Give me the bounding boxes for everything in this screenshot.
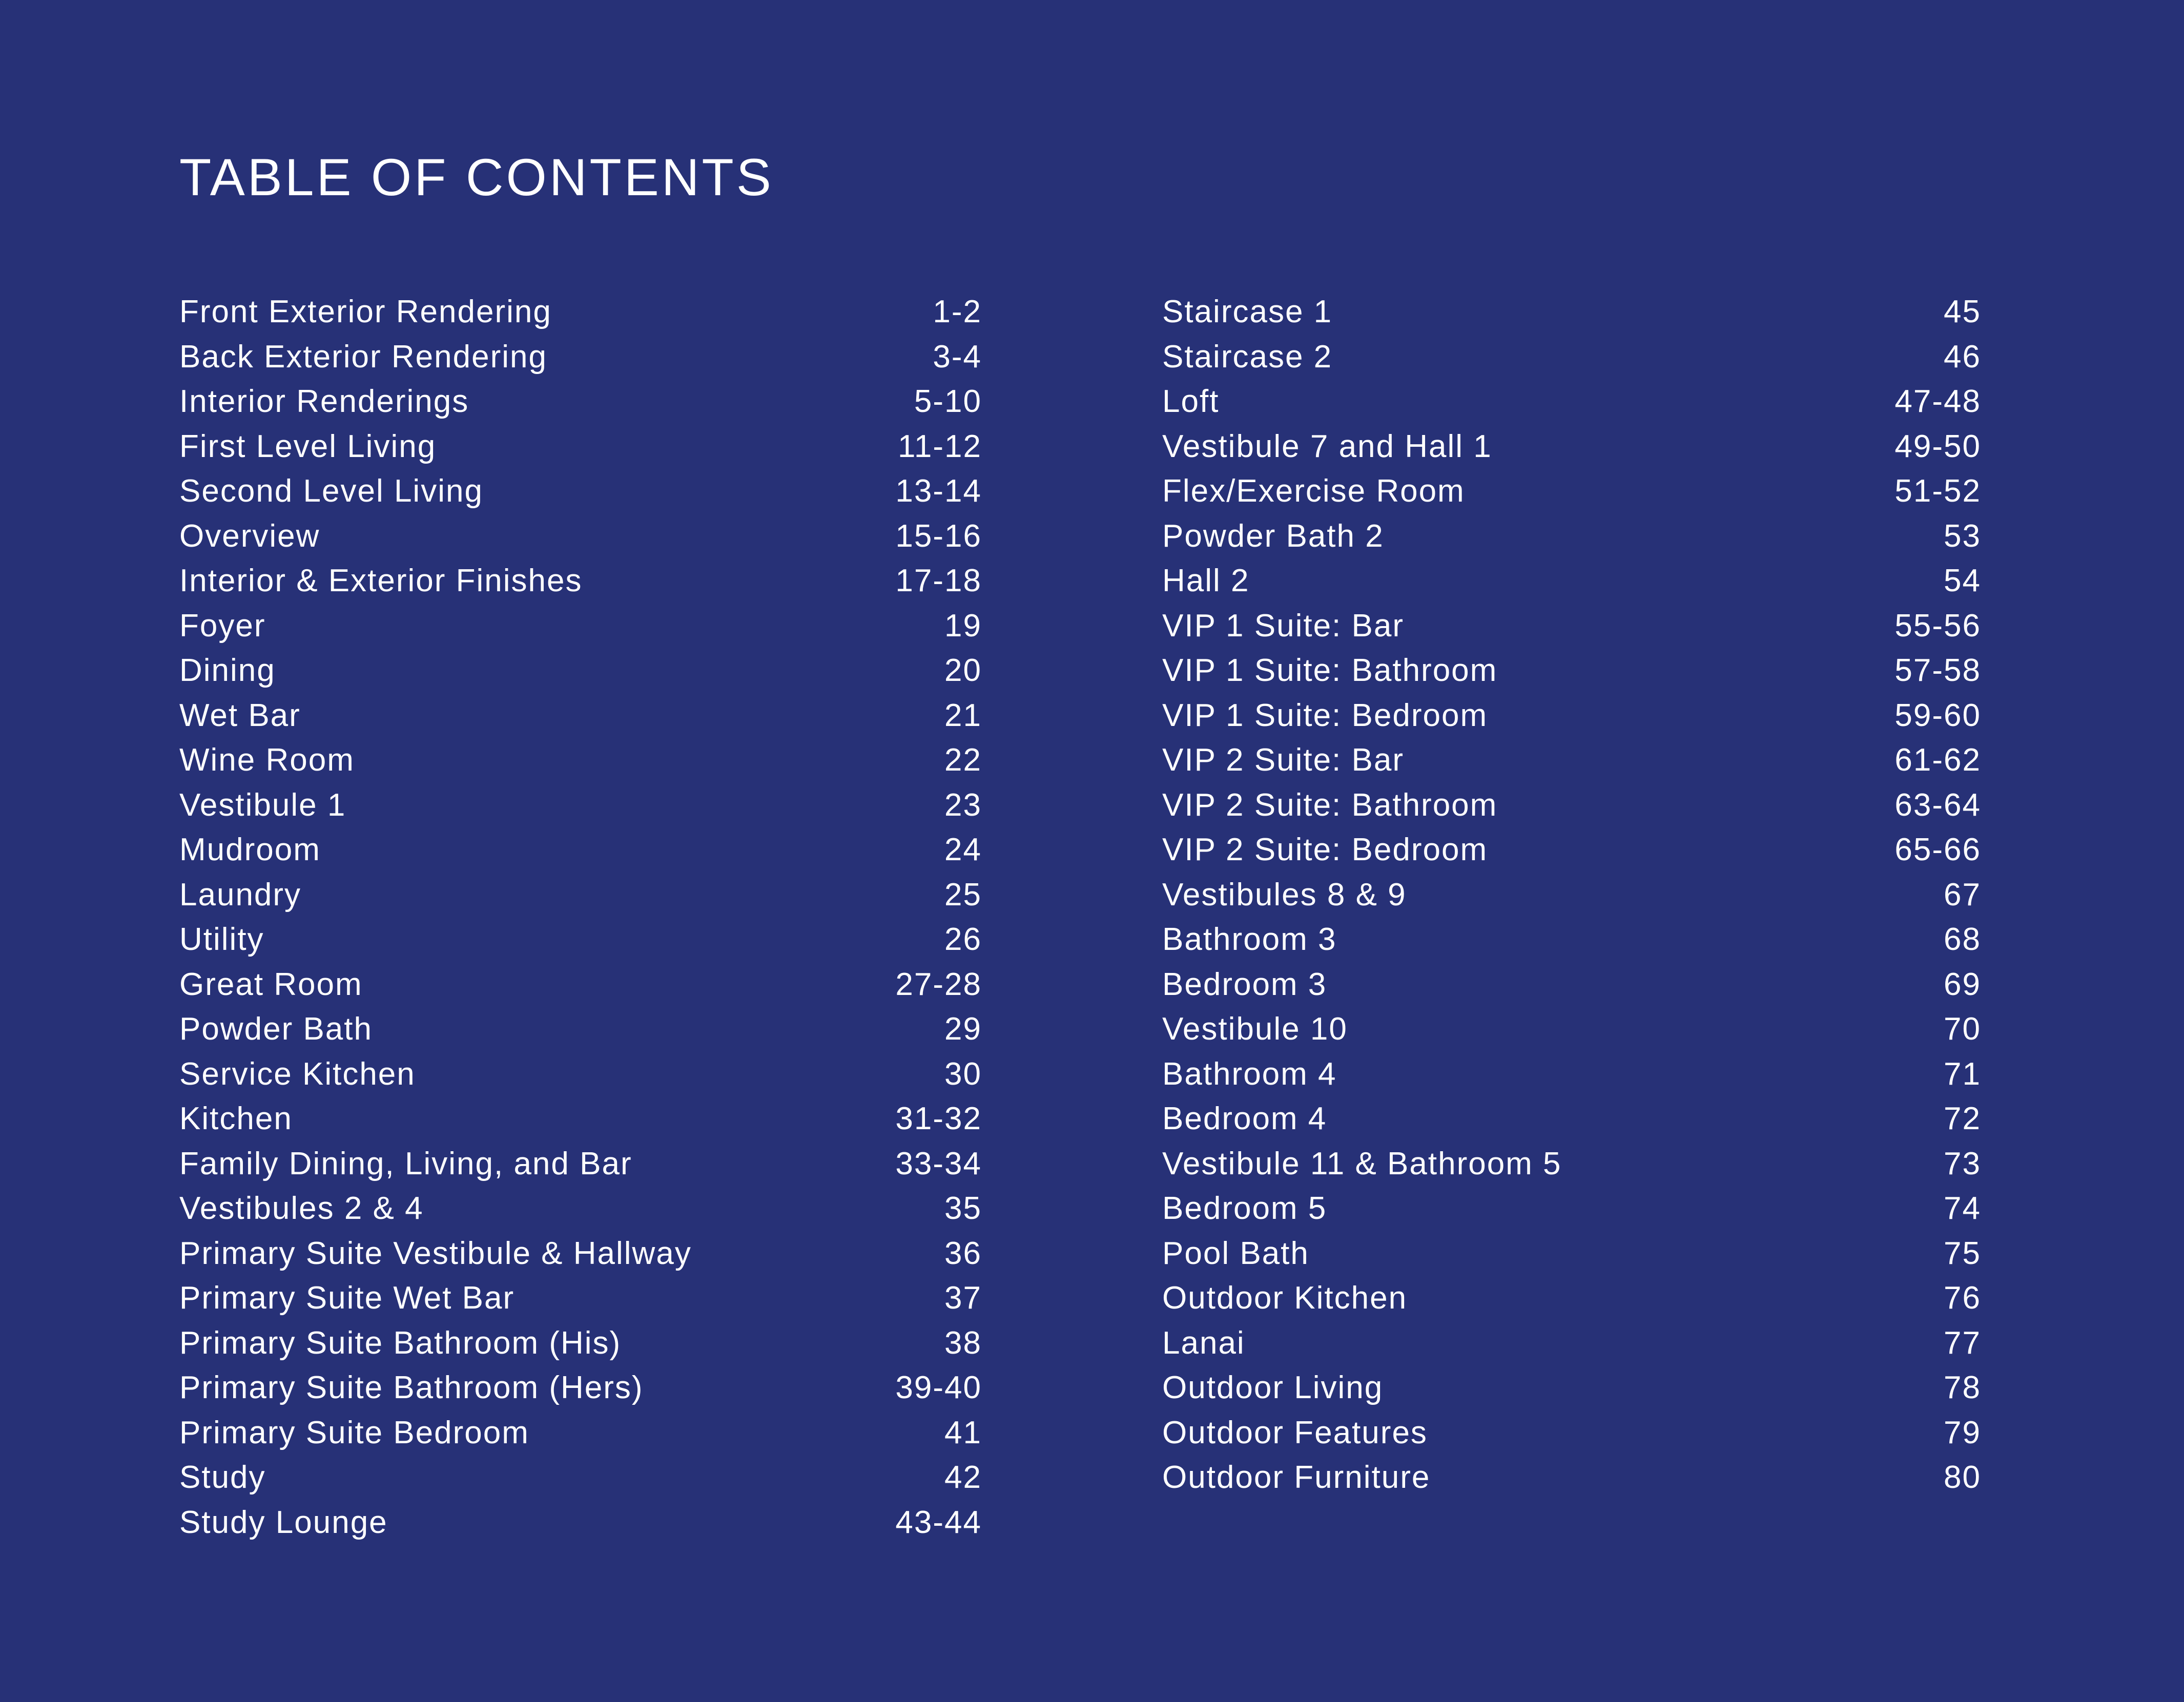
toc-entry-label: Vestibule 10 [1162,1011,1348,1047]
toc-entry-page-number: 23 [944,787,982,823]
toc-entry-page-number: 24 [944,832,982,867]
toc-entry-page-number: 65-66 [1894,832,1981,867]
toc-entry [179,1096,982,1141]
toc-entry [1162,604,1981,649]
toc-entry-page-number: 51-52 [1894,473,1981,509]
toc-entry-label: Primary Suite Wet Bar [179,1280,515,1316]
toc-entry-page-number: 46 [1944,339,1981,375]
toc-entry [179,827,982,873]
toc-entry-label: Loft [1162,384,1220,419]
toc-entry [1162,289,1981,335]
toc-entry-label: VIP 1 Suite: Bathroom [1162,653,1498,688]
toc-entry-page-number: 57-58 [1894,653,1981,688]
toc-entry-page-number: 73 [1944,1146,1981,1181]
toc-entry [1162,1096,1981,1141]
toc-entry-label: Overview [179,518,320,554]
toc-entry-page-number: 38 [944,1325,982,1361]
toc-entry-page-number: 68 [1944,922,1981,957]
toc-entry-label: Bedroom 4 [1162,1101,1327,1136]
toc-entry-label: Wine Room [179,742,355,778]
toc-entry-label: Primary Suite Vestibule & Hallway [179,1235,692,1271]
toc-entry [179,1321,982,1366]
toc-entry-page-number: 45 [1944,294,1981,329]
toc-entry [1162,558,1981,604]
toc-entry-page-number: 53 [1944,518,1981,554]
toc-entry-page-number: 41 [944,1415,982,1450]
toc-entry-page-number: 74 [1944,1191,1981,1226]
toc-entry [1162,424,1981,469]
toc-entry [179,424,982,469]
toc-entry [1162,469,1981,514]
toc-entry-label: Utility [179,922,264,957]
toc-entry-label: Staircase 1 [1162,294,1333,329]
toc-entry-page-number: 76 [1944,1280,1981,1316]
toc-entry [179,1052,982,1097]
toc-entry [1162,917,1981,962]
toc-entry [1162,1276,1981,1321]
toc-entry [179,783,982,828]
toc-entry-label: Back Exterior Rendering [179,339,547,375]
toc-entry-page-number: 42 [944,1460,982,1495]
toc-entry-label: Laundry [179,877,302,912]
toc-entry-page-number: 72 [1944,1101,1981,1136]
toc-entry-label: Powder Bath 2 [1162,518,1384,554]
toc-entry [179,873,982,918]
toc-entry [1162,873,1981,918]
toc-entry-page-number: 15-16 [895,518,982,554]
toc-entry-label: Vestibule 11 & Bathroom 5 [1162,1146,1562,1181]
toc-entry [1162,1007,1981,1052]
toc-entry-page-number: 49-50 [1894,428,1981,464]
toc-entry-label: VIP 2 Suite: Bar [1162,742,1404,778]
toc-entry-page-number: 19 [944,608,982,644]
toc-entry-label: Pool Bath [1162,1235,1309,1271]
toc-entry [1162,1455,1981,1500]
toc-entry [1162,335,1981,380]
toc-entry [179,1141,982,1187]
toc-entry-page-number: 31-32 [895,1101,982,1136]
toc-entry-page-number: 29 [944,1011,982,1047]
toc-entry-label: Interior Renderings [179,384,469,419]
toc-entry-page-number: 59-60 [1894,697,1981,733]
toc-entry-page-number: 69 [1944,966,1981,1002]
toc-entry-label: Outdoor Kitchen [1162,1280,1408,1316]
toc-entry-page-number: 67 [1944,877,1981,912]
toc-entry-label: VIP 1 Suite: Bar [1162,608,1404,644]
toc-entry-label: VIP 2 Suite: Bedroom [1162,832,1488,867]
toc-entry-label: Dining [179,653,276,688]
toc-entry [1162,1410,1981,1456]
toc-entry-page-number: 5-10 [914,384,982,419]
toc-entry-page-number: 1-2 [933,294,982,329]
toc-entry [179,469,982,514]
toc-entry-page-number: 27-28 [895,966,982,1002]
toc-entry-page-number: 35 [944,1191,982,1226]
toc-entry [1162,693,1981,738]
toc-entry-label: Study [179,1460,266,1495]
toc-entry [1162,1141,1981,1187]
toc-entry-page-number: 21 [944,697,982,733]
toc-entry-label: Primary Suite Bathroom (Hers) [179,1370,644,1405]
toc-entry-label: VIP 2 Suite: Bathroom [1162,787,1498,823]
toc-entry [179,1276,982,1321]
toc-entry [179,738,982,783]
toc-entry-label: Staircase 2 [1162,339,1333,375]
toc-entry [1162,1052,1981,1097]
toc-entry [179,1455,982,1500]
toc-entry-page-number: 79 [1944,1415,1981,1450]
toc-entry-label: Front Exterior Rendering [179,294,552,329]
toc-entry-label: Study Lounge [179,1504,388,1540]
toc-entry [1162,1186,1981,1231]
toc-entry [179,379,982,424]
toc-entry-label: Bedroom 5 [1162,1191,1327,1226]
toc-entry [179,648,982,693]
toc-entry-page-number: 20 [944,653,982,688]
page-title: TABLE OF CONTENTS [179,148,774,206]
toc-entry [179,1007,982,1052]
toc-entry [1162,1365,1981,1410]
toc-entry [179,1410,982,1456]
toc-entry-label: Powder Bath [179,1011,373,1047]
toc-entry [179,917,982,962]
toc-entry-page-number: 3-4 [933,339,982,375]
toc-entry [179,514,982,559]
toc-entry-label: Outdoor Features [1162,1415,1428,1450]
toc-entry-page-number: 11-12 [898,428,982,464]
toc-entry [1162,783,1981,828]
toc-entry-label: First Level Living [179,428,437,464]
toc-entry-label: Service Kitchen [179,1056,416,1092]
toc-entry [179,693,982,738]
toc-entry [1162,1321,1981,1366]
toc-entry-page-number: 47-48 [1894,384,1981,419]
toc-entry-page-number: 22 [944,742,982,778]
toc-entry [179,335,982,380]
toc-entry-label: Bedroom 3 [1162,966,1327,1002]
toc-entry [179,289,982,335]
toc-entry-page-number: 71 [1944,1056,1981,1092]
toc-entry-label: Primary Suite Bathroom (His) [179,1325,622,1361]
toc-entry-label: Kitchen [179,1101,293,1136]
toc-entry [179,604,982,649]
toc-left-column [179,289,982,1545]
toc-entry-label: Outdoor Living [1162,1370,1384,1405]
toc-entry-label: Vestibule 1 [179,787,346,823]
toc-entry-label: Vestibules 8 & 9 [1162,877,1407,912]
toc-entry-page-number: 75 [1944,1235,1981,1271]
toc-entry-page-number: 13-14 [895,473,982,509]
toc-entry-page-number: 36 [944,1235,982,1271]
toc-entry-label: Bathroom 4 [1162,1056,1337,1092]
toc-entry-label: Second Level Living [179,473,483,509]
toc-entry [1162,738,1981,783]
toc-entry-page-number: 30 [944,1056,982,1092]
toc-entry-page-number: 25 [944,877,982,912]
toc-entry-label: Wet Bar [179,697,301,733]
toc-right-column [1162,289,1981,1500]
toc-entry [1162,648,1981,693]
toc-entry [1162,827,1981,873]
toc-entry [1162,1231,1981,1276]
toc-entry-page-number: 61-62 [1894,742,1981,778]
toc-entry-label: Mudroom [179,832,321,867]
toc-entry-page-number: 77 [1944,1325,1981,1361]
toc-entry-label: Outdoor Furniture [1162,1460,1431,1495]
toc-entry-page-number: 63-64 [1894,787,1981,823]
toc-entry-label: Vestibule 7 and Hall 1 [1162,428,1492,464]
toc-entry-label: Vestibules 2 & 4 [179,1191,424,1226]
toc-entry-page-number: 54 [1944,563,1981,598]
toc-entry [179,1365,982,1410]
toc-entry-label: Interior & Exterior Finishes [179,563,583,598]
toc-entry-page-number: 55-56 [1894,608,1981,644]
toc-entry [1162,514,1981,559]
toc-entry [179,558,982,604]
toc-entry-label: Great Room [179,966,363,1002]
toc-entry [1162,962,1981,1007]
toc-entry-label: Hall 2 [1162,563,1250,598]
toc-entry-page-number: 26 [944,922,982,957]
toc-entry [179,1231,982,1276]
toc-entry [179,962,982,1007]
toc-entry-label: Lanai [1162,1325,1245,1361]
toc-entry-page-number: 33-34 [895,1146,982,1181]
toc-entry [1162,379,1981,424]
toc-entry-page-number: 17-18 [895,563,982,598]
toc-entry [179,1186,982,1231]
toc-entry-page-number: 37 [944,1280,982,1316]
toc-entry-page-number: 80 [1944,1460,1981,1495]
toc-entry-page-number: 70 [1944,1011,1981,1047]
toc-entry-label: Bathroom 3 [1162,922,1337,957]
toc-entry-label: Flex/Exercise Room [1162,473,1465,509]
toc-entry-page-number: 39-40 [895,1370,982,1405]
toc-entry-label: Primary Suite Bedroom [179,1415,529,1450]
toc-entry-page-number: 78 [1944,1370,1981,1405]
toc-entry-label: Family Dining, Living, and Bar [179,1146,632,1181]
toc-entry [179,1500,982,1545]
toc-entry-label: Foyer [179,608,266,644]
toc-entry-page-number: 43-44 [895,1504,982,1540]
toc-entry-label: VIP 1 Suite: Bedroom [1162,697,1488,733]
